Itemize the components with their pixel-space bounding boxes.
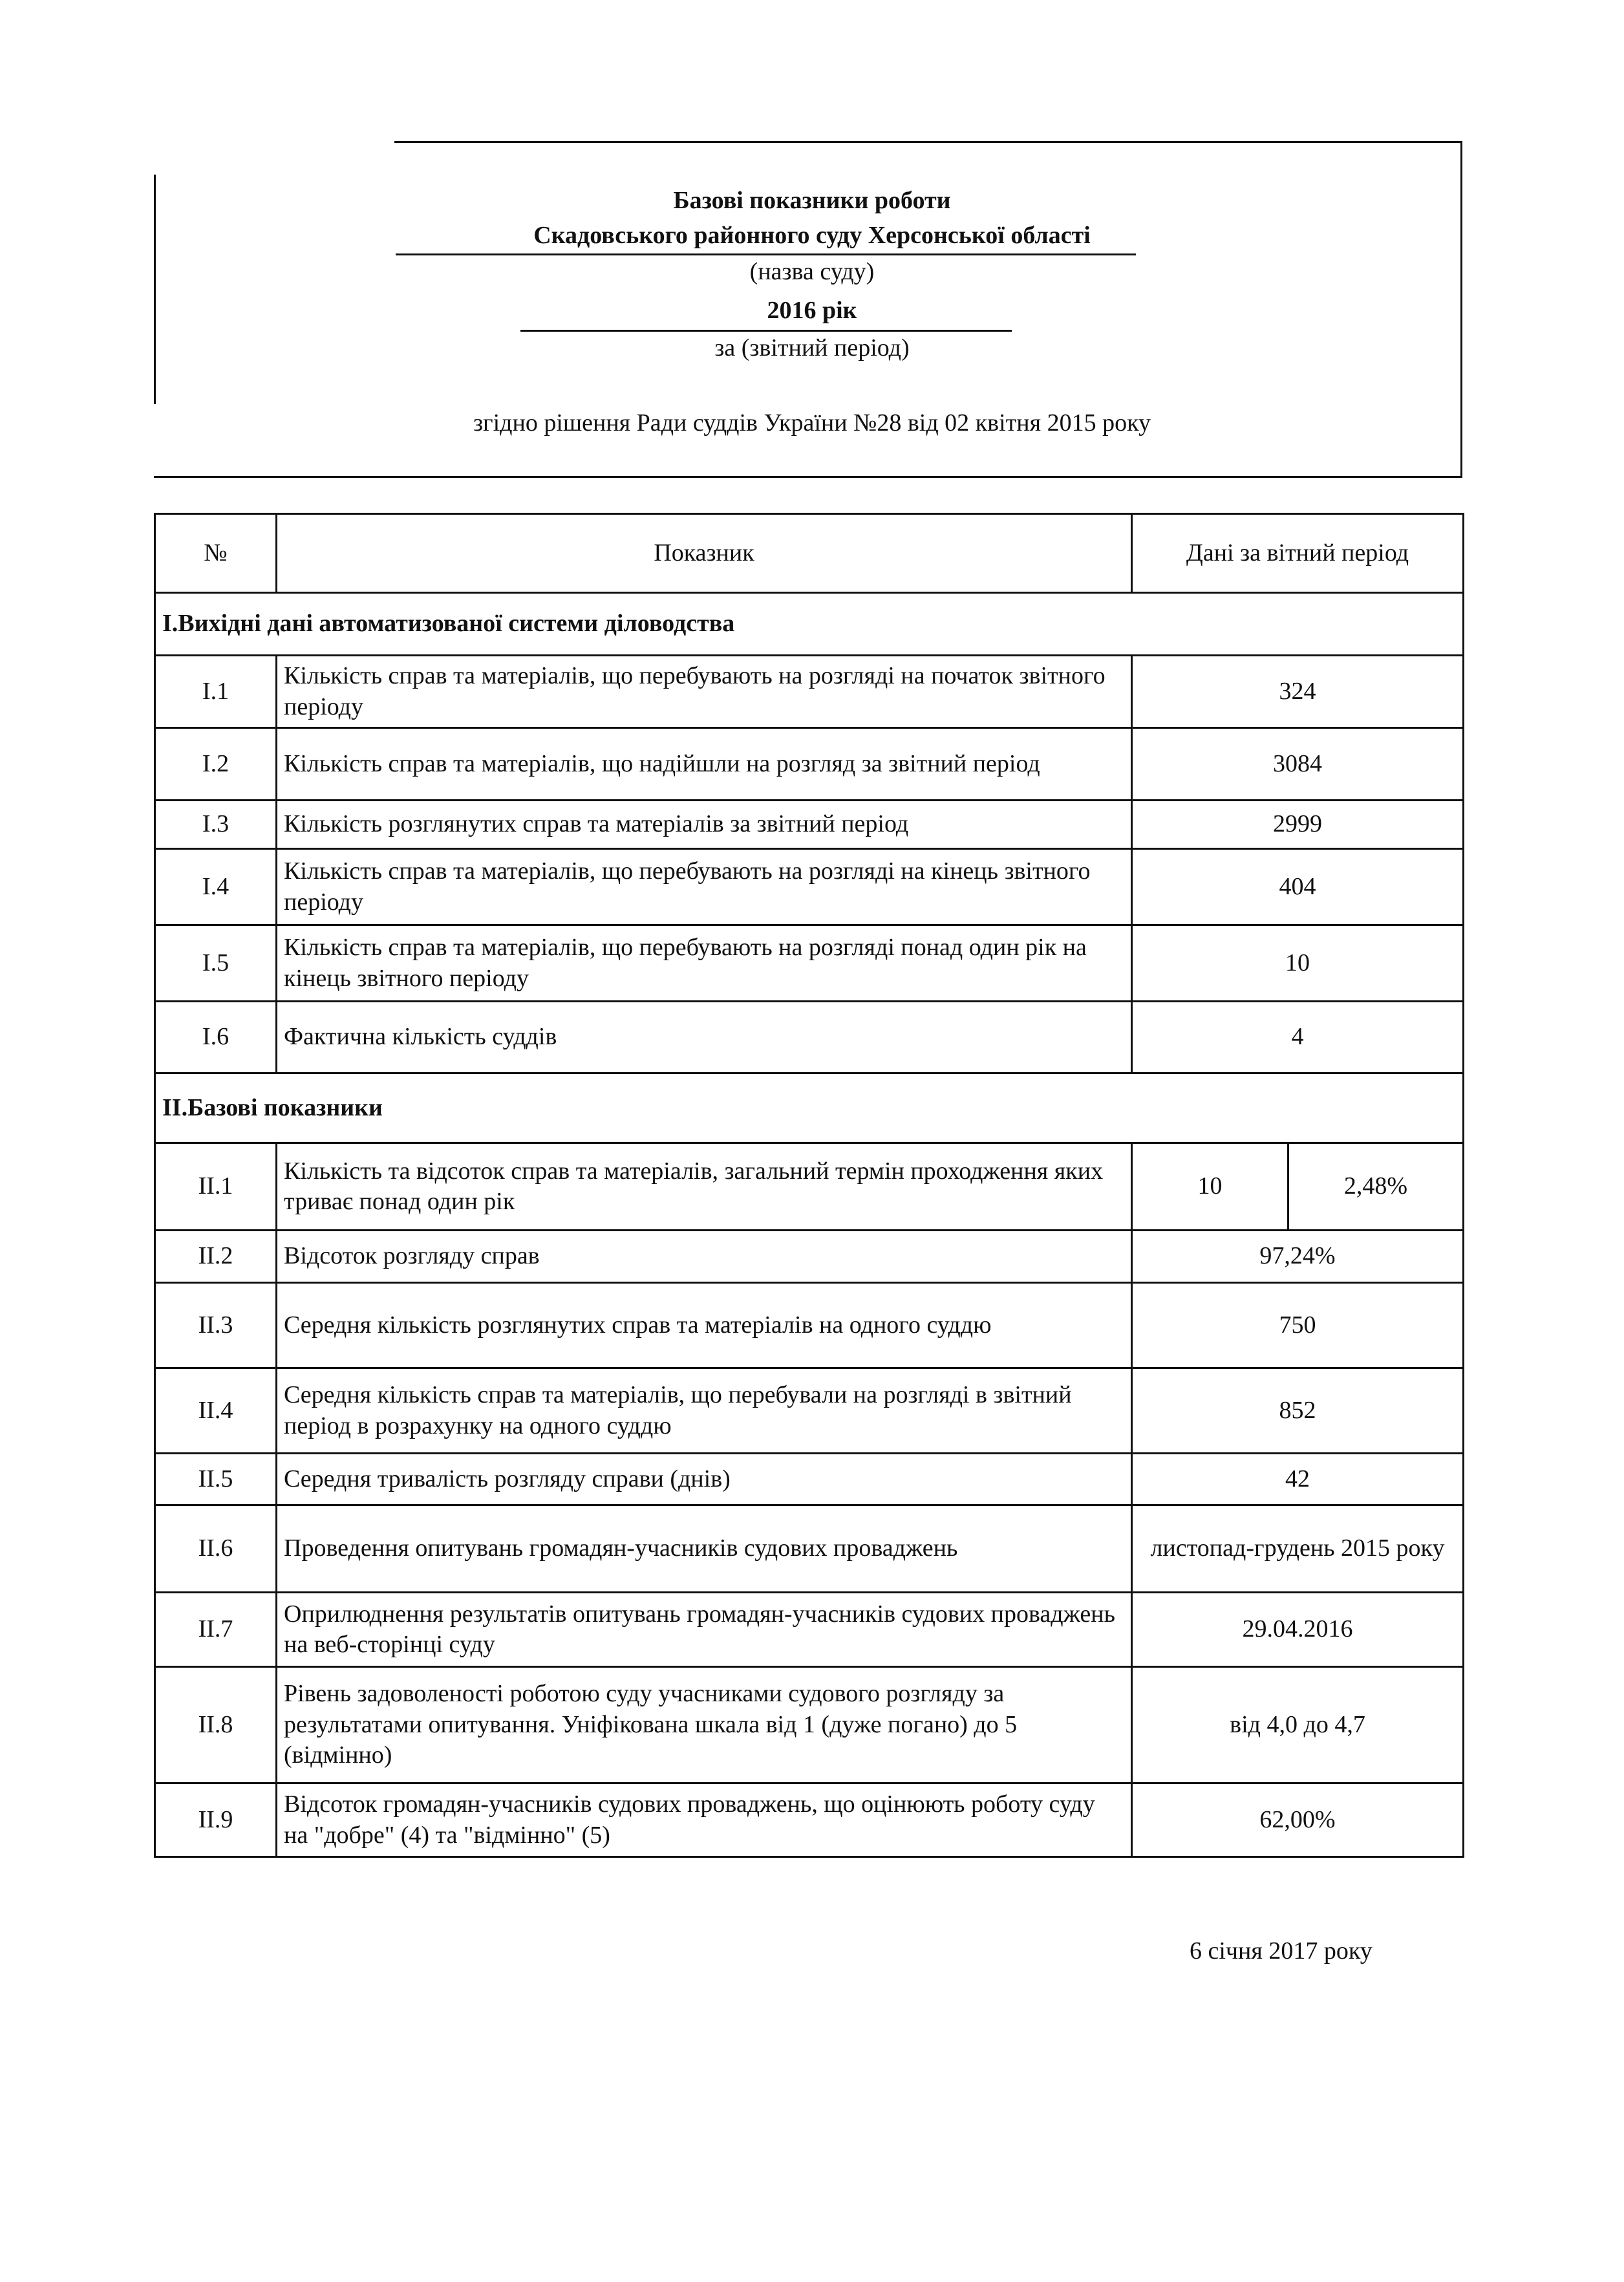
- period-caption: за (звітний період): [714, 334, 910, 361]
- row-value: 2999: [1132, 801, 1464, 849]
- decision-reference: згідно рішення Ради суддів України №28 від 02 квітня 2015 року: [473, 409, 1151, 436]
- table-header-row: [155, 514, 1464, 593]
- row-num: II.6: [155, 1505, 277, 1593]
- table-row: [155, 1143, 1464, 1231]
- row-num: II.1: [155, 1143, 277, 1231]
- table-row: [155, 728, 1464, 801]
- row-label: Середня кількість справ та матеріалів, що перебували на розгляді в звітний період в розрахунку на одного суддю: [277, 1368, 1132, 1454]
- table-row: [155, 849, 1464, 925]
- col-header-value: Дані за вітний період: [1132, 514, 1464, 593]
- table-row: [155, 1593, 1464, 1667]
- row-label: Кількість справ та матеріалів, що перебувають на розгляді на початок звітного періоду: [277, 656, 1132, 728]
- header-bottom-border: [154, 476, 1462, 478]
- section-row: [155, 593, 1464, 656]
- row-value-count: 10: [1132, 1143, 1288, 1231]
- row-num: I.2: [155, 728, 277, 801]
- table-row: [155, 656, 1464, 728]
- table-row: [155, 1505, 1464, 1593]
- row-label: Кількість розглянутих справ та матеріалів за звітний період: [277, 801, 1132, 849]
- section-2-title: II.Базові показники: [155, 1073, 1464, 1143]
- row-num: II.2: [155, 1231, 277, 1283]
- row-label: Кількість справ та матеріалів, що перебувають на розгляді понад один рік на кінець звітного періоду: [277, 925, 1132, 1002]
- row-value: 324: [1132, 656, 1464, 728]
- row-label: Рівень задоволеності роботою суду учасниками судового розгляду за результатами опитування. Уніфікована шкала від 1 (дуже погано) до 5 (відмінно): [277, 1667, 1132, 1783]
- row-value: 97,24%: [1132, 1231, 1464, 1283]
- table-row: [155, 1002, 1464, 1073]
- section-1-title: I.Вихідні дані автоматизованої системи діловодства: [155, 593, 1464, 656]
- row-num: II.4: [155, 1368, 277, 1454]
- table-row: [155, 1368, 1464, 1454]
- row-value: 10: [1132, 925, 1464, 1002]
- row-label: Кількість справ та матеріалів, що перебувають на розгляді на кінець звітного періоду: [277, 849, 1132, 925]
- document-title: Базові показники роботи: [673, 187, 951, 214]
- col-header-indicator: Показник: [277, 514, 1132, 593]
- row-num: I.4: [155, 849, 277, 925]
- row-value: 42: [1132, 1454, 1464, 1505]
- row-label: Фактична кількість суддів: [277, 1002, 1132, 1073]
- table-row: [155, 1454, 1464, 1505]
- row-label: Проведення опитувань громадян-учасників судових проваджень: [277, 1505, 1132, 1593]
- table-row: [155, 1783, 1464, 1857]
- table-row: [155, 925, 1464, 1002]
- row-value: листопад-грудень 2015 року: [1132, 1505, 1464, 1593]
- row-value: 852: [1132, 1368, 1464, 1454]
- row-num: I.5: [155, 925, 277, 1002]
- row-label: Відсоток громадян-учасників судових проваджень, що оцінюють роботу суду на "добре" (4) та "відмінно" (5): [277, 1783, 1132, 1857]
- row-num: II.3: [155, 1283, 277, 1368]
- row-label: Середня тривалість розгляду справи (днів): [277, 1454, 1132, 1505]
- row-value: 3084: [1132, 728, 1464, 801]
- row-label: Оприлюднення результатів опитувань громадян-учасників судових проваджень на веб-сторінці суду: [277, 1593, 1132, 1667]
- row-value: 750: [1132, 1283, 1464, 1368]
- row-num: I.1: [155, 656, 277, 728]
- row-label: Середня кількість розглянутих справ та матеріалів на одного суддю: [277, 1283, 1132, 1368]
- table-row: [155, 1231, 1464, 1283]
- court-caption: (назва суду): [749, 258, 875, 285]
- row-value: від 4,0 до 4,7: [1132, 1667, 1464, 1783]
- table-row: [155, 1667, 1464, 1783]
- row-num: II.9: [155, 1783, 277, 1857]
- col-header-num: №: [155, 514, 277, 593]
- row-label: Кількість та відсоток справ та матеріалів, загальний термін проходження яких триває понад один рік: [277, 1143, 1132, 1231]
- report-year-underline: [520, 330, 1012, 332]
- indicators-table: [154, 513, 1464, 1858]
- court-name: Скадовського районного суду Херсонської області: [533, 222, 1091, 249]
- row-value: 404: [1132, 849, 1464, 925]
- signing-date: 6 січня 2017 року: [1190, 1937, 1373, 1964]
- row-num: II.8: [155, 1667, 277, 1783]
- row-value: 62,00%: [1132, 1783, 1464, 1857]
- row-label: Кількість справ та матеріалів, що надійшли на розгляд за звітний період: [277, 728, 1132, 801]
- report-year: 2016 рік: [767, 297, 857, 324]
- row-value: 29.04.2016: [1132, 1593, 1464, 1667]
- section-row: [155, 1073, 1464, 1143]
- court-name-underline: [396, 253, 1136, 255]
- table-row: [155, 1283, 1464, 1368]
- row-num: I.6: [155, 1002, 277, 1073]
- table-row: [155, 801, 1464, 849]
- row-value-percent: 2,48%: [1288, 1143, 1464, 1231]
- row-num: I.3: [155, 801, 277, 849]
- row-label: Відсоток розгляду справ: [277, 1231, 1132, 1283]
- row-num: II.7: [155, 1593, 277, 1667]
- row-value: 4: [1132, 1002, 1464, 1073]
- row-num: II.5: [155, 1454, 277, 1505]
